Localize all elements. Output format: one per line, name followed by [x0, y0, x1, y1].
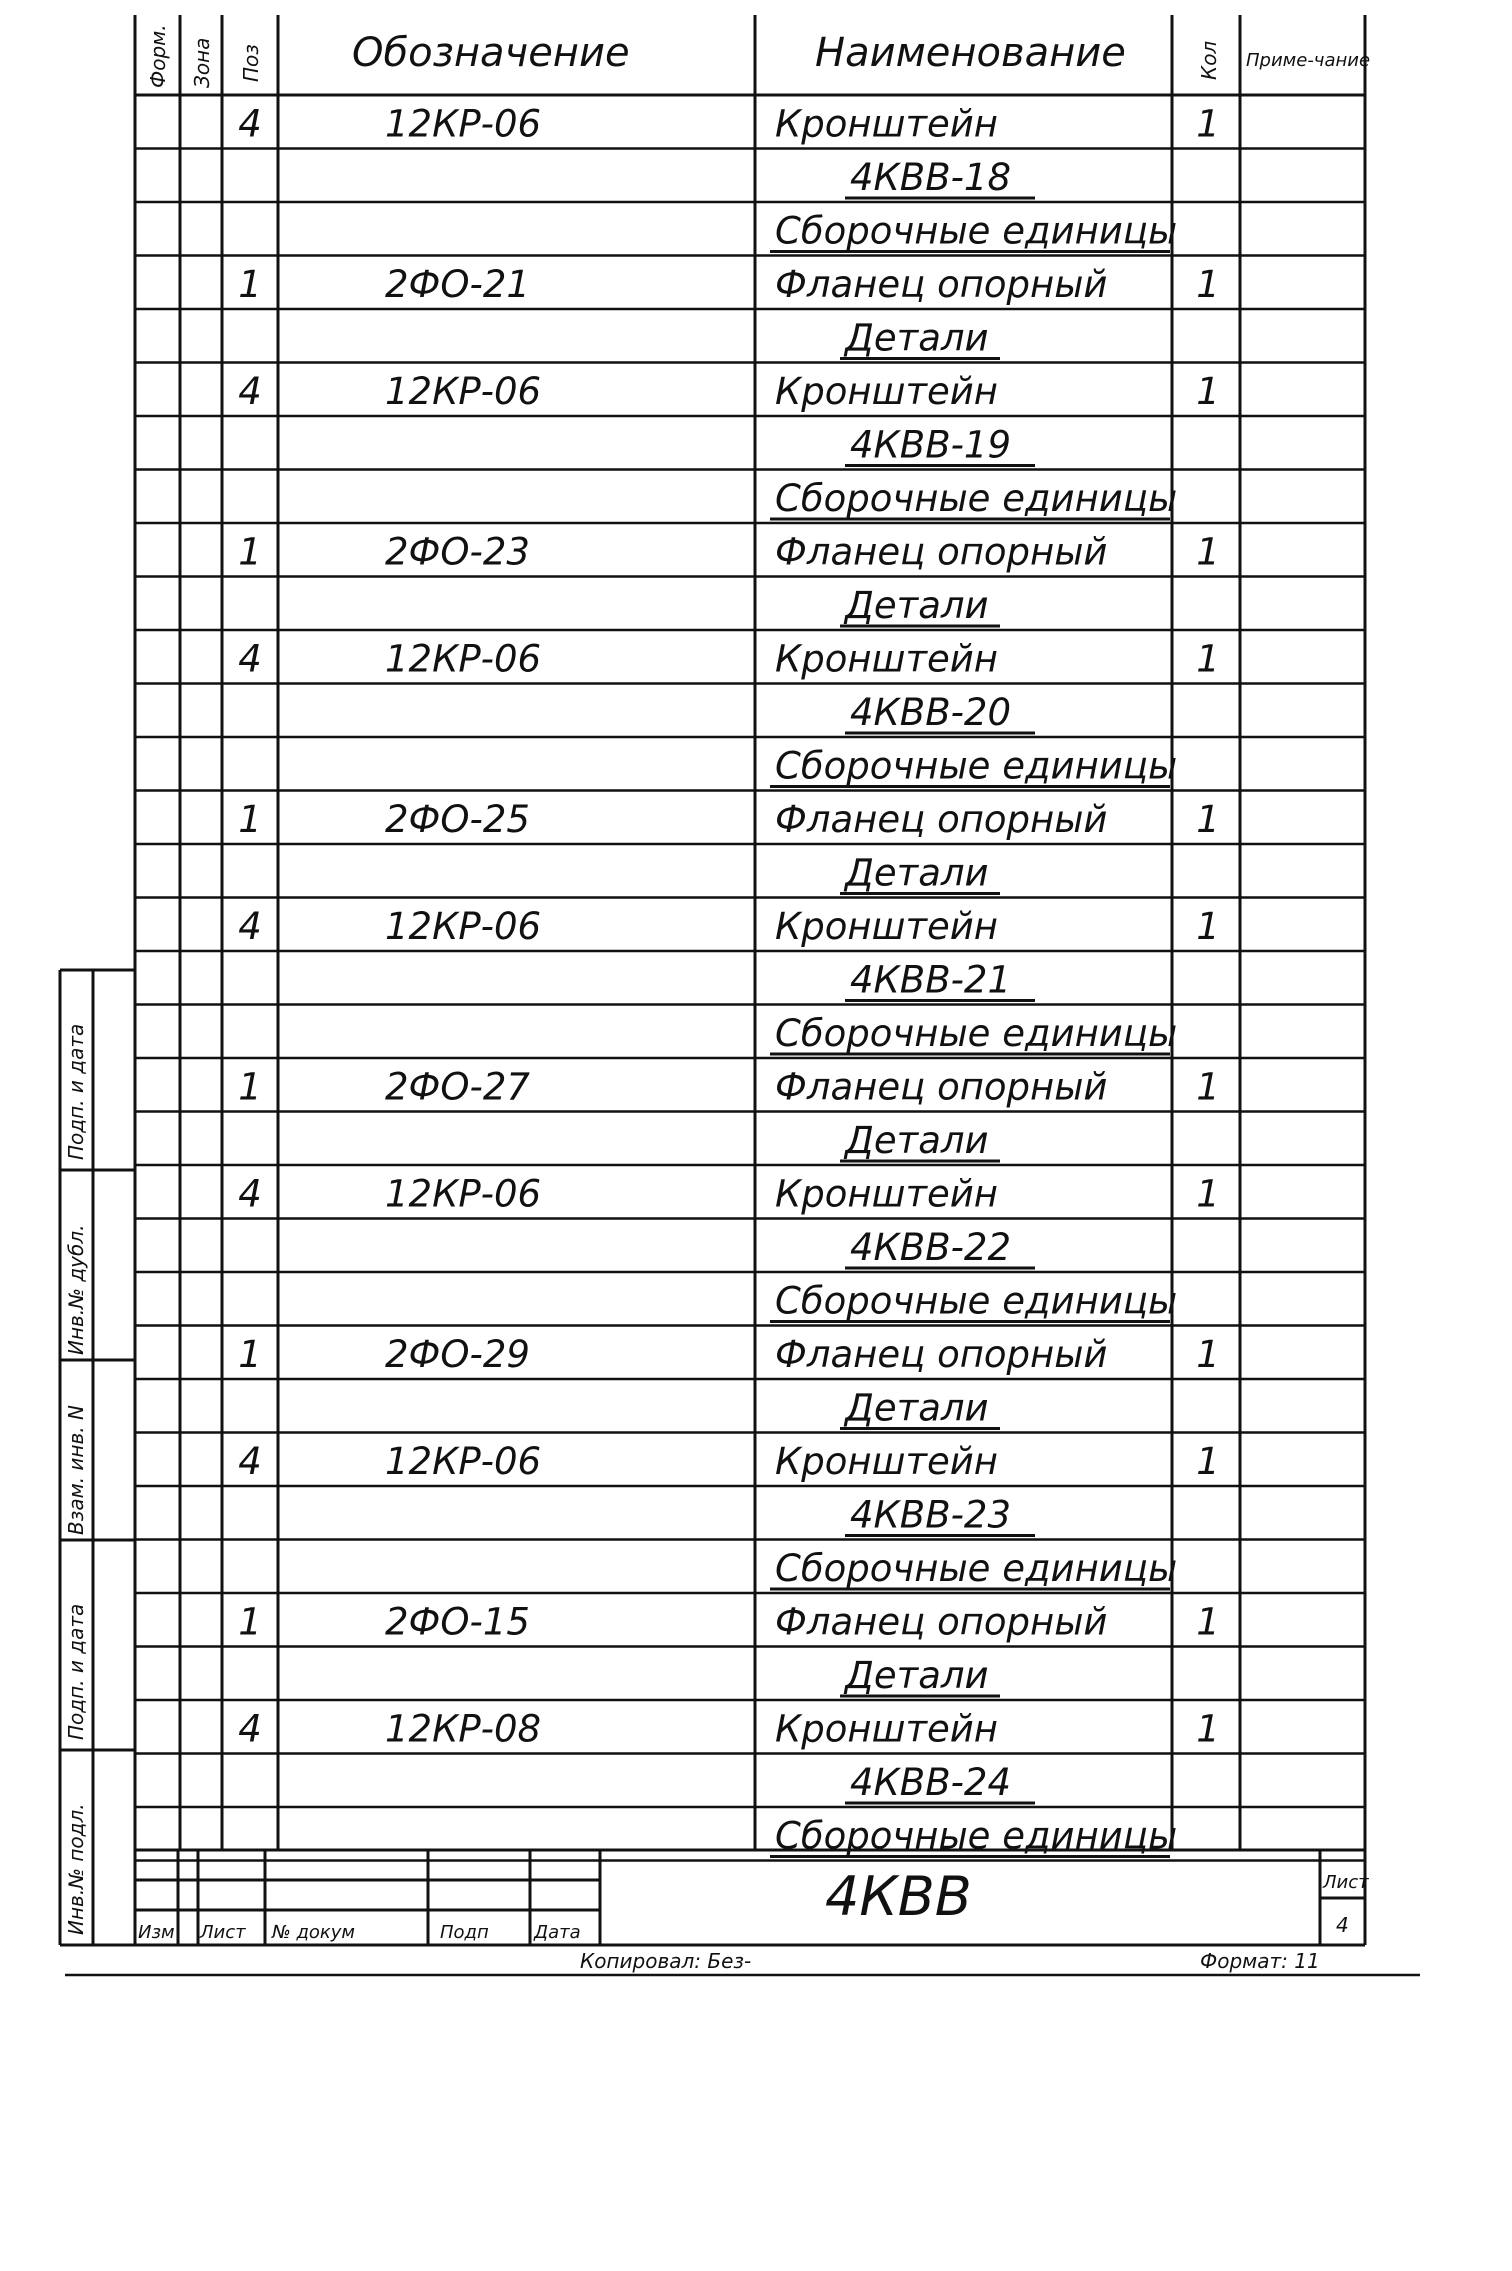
table-row	[770, 477, 1177, 520]
cell-qty: 1	[1196, 1440, 1220, 1483]
cell-qty: 1	[1196, 798, 1220, 841]
cell-designation: 2ФО-25	[385, 798, 530, 841]
cell-name: Сборочные единицы	[775, 209, 1178, 253]
table-row	[840, 1119, 1000, 1162]
cell-name: Детали	[845, 1119, 989, 1162]
cell-name: Фланец опорный	[775, 1600, 1108, 1644]
cell-name: Детали	[845, 1386, 989, 1430]
cell-name: Фланец опорный	[775, 1333, 1108, 1376]
cell-name: 4КВВ-21	[850, 958, 1012, 1002]
cell-name: Детали	[845, 316, 989, 360]
cell-name: Сборочные единицы	[775, 1012, 1178, 1055]
side-label: Взам. инв. N	[64, 1405, 88, 1535]
cell-designation: 12КР-06	[385, 637, 542, 681]
cell-name: Кронштейн	[775, 637, 998, 681]
cell-qty: 1	[1196, 905, 1220, 948]
table-row	[840, 584, 1000, 627]
cell-name: 4КВВ-22	[850, 1226, 1012, 1269]
table-row	[238, 1066, 1220, 1109]
cell-designation: 12КР-06	[385, 1440, 542, 1483]
table-row	[845, 156, 1035, 199]
sheet-label: Лист	[1323, 1872, 1369, 1893]
cell-qty: 1	[1196, 1172, 1220, 1216]
cell-name: Кронштейн	[775, 102, 998, 146]
cell-pos: 1	[238, 530, 262, 574]
header-format: Форм.	[146, 24, 170, 88]
table-row	[238, 263, 1220, 306]
cell-pos: 4	[238, 1172, 262, 1216]
cell-qty: 1	[1196, 1600, 1220, 1644]
cell-pos: 1	[238, 263, 262, 306]
footer	[65, 1949, 1420, 1975]
cell-designation: 2ФО-21	[385, 263, 530, 306]
cell-pos: 4	[238, 102, 262, 146]
table-row	[238, 103, 1220, 146]
header-pos: Поз	[239, 44, 263, 82]
cell-designation: 2ФО-29	[385, 1333, 530, 1376]
col-date: Дата	[534, 1922, 581, 1943]
table-row	[770, 210, 1177, 253]
table-row	[845, 959, 1035, 1002]
cell-pos: 1	[238, 1600, 262, 1644]
header-designation: Обозначение	[352, 30, 630, 76]
cell-name: Фланец опорный	[775, 530, 1108, 574]
cell-designation: 12КР-06	[385, 905, 542, 948]
cell-name: Детали	[845, 584, 989, 627]
cell-pos: 1	[238, 1065, 262, 1109]
sheet-number: 4	[1336, 1913, 1349, 1937]
table-row	[845, 691, 1035, 734]
row-lines	[135, 95, 1365, 1861]
table-row	[238, 370, 1220, 413]
table-row	[845, 1226, 1035, 1269]
table-row	[238, 1440, 1220, 1483]
cell-name: Сборочные единицы	[775, 744, 1178, 788]
cell-name: Детали	[845, 851, 989, 895]
cell-pos: 4	[238, 1707, 262, 1751]
cell-qty: 1	[1196, 102, 1220, 146]
cell-name: Кронштейн	[775, 1707, 998, 1751]
table-row	[840, 852, 1000, 895]
side-label: Подп. и дата	[64, 1603, 88, 1740]
table-row	[238, 1601, 1220, 1644]
table-grid	[180, 15, 1365, 1850]
cell-name: Сборочные единицы	[775, 1279, 1178, 1323]
table-row	[845, 424, 1035, 467]
table-row	[770, 745, 1177, 788]
table-row	[238, 905, 1220, 948]
header-qty: Кол	[1197, 40, 1221, 80]
table-row	[770, 1280, 1177, 1323]
cell-name: Сборочные единицы	[775, 1547, 1178, 1590]
cell-pos: 4	[238, 905, 262, 948]
cell-name: 4КВВ-19	[850, 423, 1012, 467]
cell-name: Фланец опорный	[775, 263, 1108, 306]
table-row	[770, 1547, 1177, 1590]
cell-designation: 12КР-06	[385, 370, 542, 413]
cell-pos: 4	[238, 1440, 262, 1483]
header-note: Приме-чание	[1246, 50, 1371, 71]
document-code: 4КВВ	[825, 1865, 972, 1928]
table-row	[238, 638, 1220, 681]
table-row	[238, 1173, 1220, 1216]
copied-by: Копировал: Без-	[580, 1949, 752, 1973]
table-row	[840, 317, 1000, 360]
table-row	[770, 1012, 1177, 1055]
table-row	[238, 798, 1220, 841]
col-change: Изм	[138, 1922, 175, 1943]
cell-name: 4КВВ-23	[850, 1493, 1012, 1537]
col-doc: № докум	[272, 1922, 356, 1943]
table-row	[238, 1333, 1220, 1376]
cell-qty: 1	[1196, 1065, 1220, 1109]
cell-designation: 2ФО-15	[385, 1600, 530, 1644]
cell-name: 4КВВ-20	[850, 691, 1012, 734]
cell-pos: 4	[238, 370, 262, 413]
cell-qty: 1	[1196, 1707, 1220, 1751]
title-block-text	[138, 1865, 1369, 1943]
cell-name: 4КВВ-18	[850, 156, 1012, 199]
cell-name: Кронштейн	[775, 370, 998, 413]
cell-qty: 1	[1196, 263, 1220, 306]
cell-designation: 12КР-06	[385, 1172, 542, 1216]
table-row	[840, 1654, 1000, 1697]
table-row	[840, 1387, 1000, 1430]
cell-name: Кронштейн	[775, 1172, 998, 1216]
cell-name: 4КВВ-24	[850, 1761, 1012, 1804]
side-label: Инв.№ дубл.	[64, 1224, 88, 1355]
cell-qty: 1	[1196, 637, 1220, 681]
cell-pos: 1	[238, 1333, 262, 1376]
format-label: Формат: 11	[1200, 1949, 1320, 1973]
cell-pos: 4	[238, 637, 262, 681]
cell-name: Сборочные единицы	[775, 1814, 1178, 1858]
cell-designation: 2ФО-27	[385, 1065, 530, 1109]
table-row	[845, 1761, 1035, 1804]
table-row	[845, 1494, 1035, 1537]
cell-name: Детали	[845, 1654, 989, 1697]
cell-name: Сборочные единицы	[775, 477, 1178, 520]
side-label: Инв.№ подл.	[64, 1803, 88, 1935]
cell-designation: 2ФО-23	[385, 530, 530, 574]
cell-name: Кронштейн	[775, 1440, 998, 1483]
cell-qty: 1	[1196, 370, 1220, 413]
table-header	[146, 24, 1370, 88]
header-zone: Зона	[190, 37, 214, 88]
cell-name: Фланец опорный	[775, 1065, 1108, 1109]
cell-name: Фланец опорный	[775, 798, 1108, 841]
side-label: Подп. и дата	[64, 1023, 88, 1160]
cell-designation: 12КР-08	[385, 1707, 542, 1751]
cell-qty: 1	[1196, 530, 1220, 574]
side-stamp	[64, 1024, 88, 1935]
col-sheet: Лист	[200, 1922, 246, 1943]
cell-name: Кронштейн	[775, 905, 998, 948]
table-row	[238, 1708, 1220, 1751]
cell-qty: 1	[1196, 1333, 1220, 1376]
col-sign: Подп	[440, 1922, 489, 1943]
header-name: Наименование	[815, 30, 1126, 76]
cell-designation: 12КР-06	[385, 102, 542, 146]
table-row	[238, 531, 1220, 574]
cell-pos: 1	[238, 798, 262, 841]
